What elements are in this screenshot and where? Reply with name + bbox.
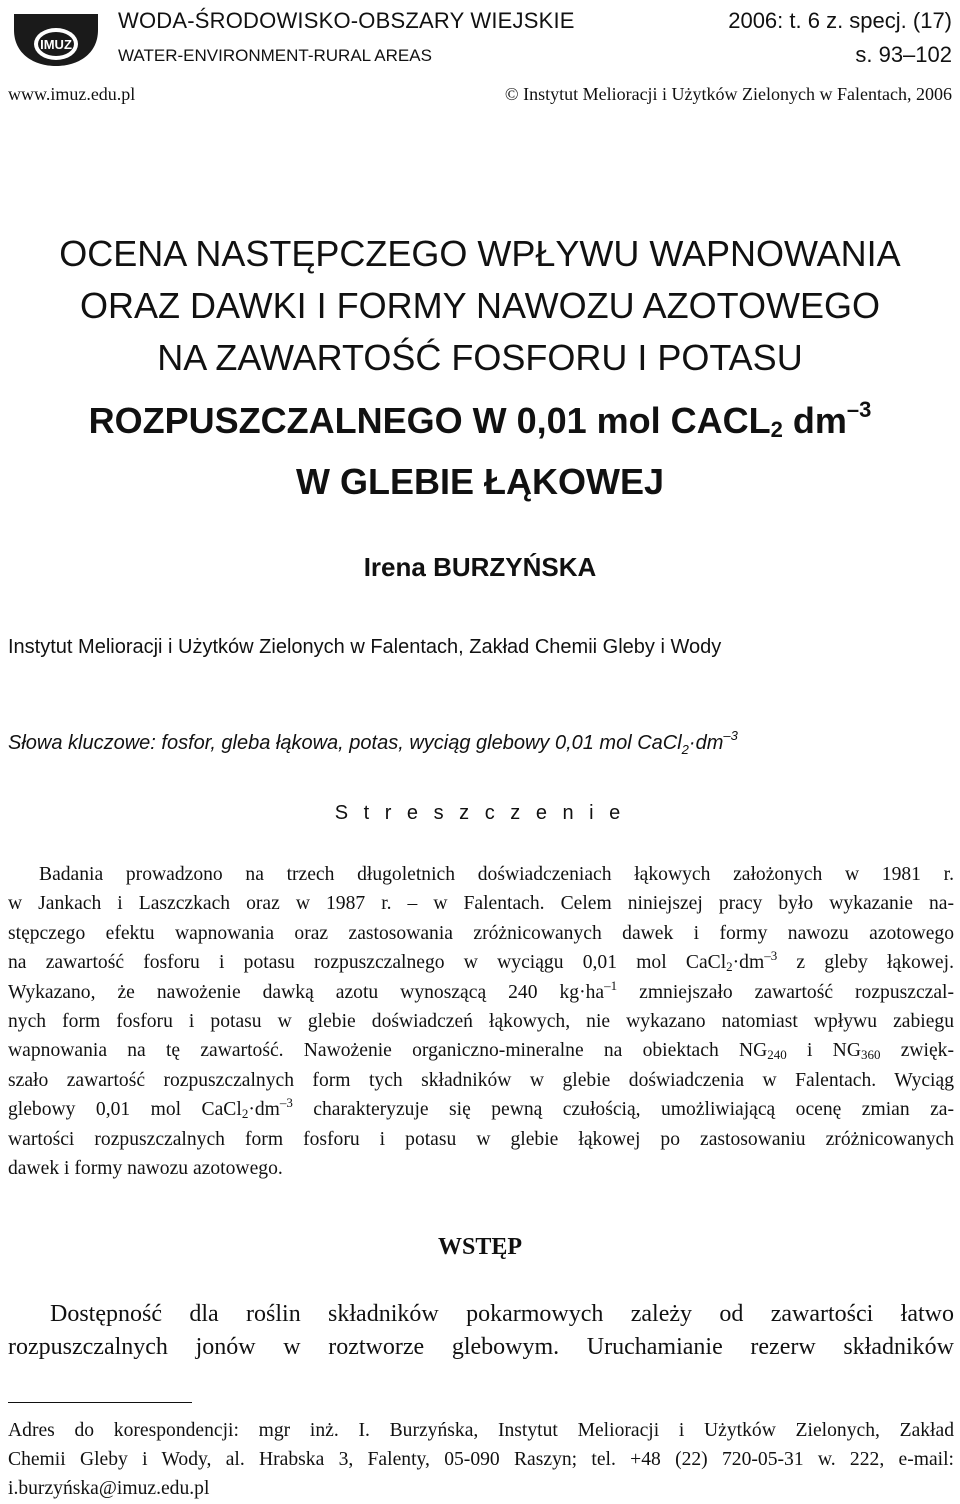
abstract-line: nych form fosforu i potasu w glebie doświadczeń łąkowych, nie wykazano natomiast wpływu zabiegu — [8, 1011, 954, 1033]
correspondence-footnote — [8, 1416, 954, 1503]
abstract-line: szało zawartość rozpuszczalnych form tych składników w glebie doświadczenia w Falentach. Wyciąg — [8, 1069, 954, 1091]
author-name: Irena BURZYŃSKA — [363, 552, 597, 582]
svg-text:IMUZ: IMUZ — [40, 37, 72, 52]
footnote-line: Chemii Gleby i Wody, al. Hrabska 3, Falenty, 05-090 Raszyn; tel. +48 (22) 720-05-31 w. 222, e-mail: — [8, 1449, 954, 1470]
title-line-3: NA ZAWARTOŚĆ FOSFORU I POTASU — [157, 337, 803, 378]
abstract-heading: S t r e s z c z e n i e — [334, 802, 626, 824]
issue-info: 2006: t. 6 z. specj. (17) — [728, 8, 952, 33]
journal-title-pl: WODA-ŚRODOWISKO-OBSZARY WIEJSKIE — [118, 8, 575, 33]
keywords: Słowa kluczowe: fosfor, gleba łąkowa, potas, wyciąg glebowy 0,01 mol $CaCl_2\cdot dm^{-3}$ — [8, 728, 738, 757]
abstract-line: Wykazano, że nawożenie dawką azotu wynoszącą 240 $kg\cdot ha^{-1}$ zmniejszało zawartość rozpuszczal- — [8, 977, 954, 1003]
abstract-line: w Jankach i Laszczkach oraz w 1987 r. – w Falentach. Celem niniejszej pracy było wykazanie na- — [8, 893, 954, 915]
abstract-line: stępczego efektu wapnowania oraz zastosowania zróżnicowanych dawek i formy nawozu azotowego — [8, 922, 954, 944]
abstract-line: wapnowania na tę zawartość. Nawożenie organiczno-mineralne na obiektach $NG_{240}$ i $NG_{360}$ zwięk- — [8, 1040, 954, 1063]
title-line-1: OCENA NASTĘPCZEGO WPŁYWU WAPNOWANIA — [59, 233, 901, 274]
title-line-2: ORAZ DAWKI I FORMY NAWOZU AZOTOWEGO — [79, 285, 880, 326]
intro-text — [8, 1298, 954, 1364]
footnote-email[interactable]: i.burzyńska@imuz.edu.pl — [8, 1478, 210, 1499]
institute-logo — [10, 8, 102, 68]
abstract-line: dawek i formy nawozu azotowego. — [8, 1158, 283, 1180]
section-heading-intro: WSTĘP — [437, 1234, 523, 1260]
abstract-text — [8, 860, 954, 1183]
abstract-line: na zawartość fosforu i potasu rozpuszczalnego w wyciągu 0,01 mol $CaCl_2\cdot dm^{-3}$ z gleby łąkowej. — [8, 948, 954, 975]
abstract-line: Badania prowadzono na trzech długoletnich doświadczeniach łąkowych założonych w 1981 r. — [39, 864, 954, 885]
intro-line: rozpuszczalnych jonów w roztworze glebowym. Uruchamianie rezerw składników — [8, 1334, 954, 1360]
title-line-5: W GLEBIE ŁĄKOWEJ — [296, 461, 664, 502]
copyright-notice: © Instytut Melioracji i Użytków Zielonych w Falentach, 2006 — [504, 84, 952, 104]
website-link[interactable]: www.imuz.edu.pl — [8, 84, 136, 104]
journal-title-en: WATER-ENVIRONMENT-RURAL AREAS — [118, 46, 432, 65]
abstract-line: wartości rozpuszczalnych form fosforu i potasu w glebie łąkowej po zastosowaniu zróżnicowanych — [8, 1128, 954, 1150]
intro-line: Dostępność dla roślin składników pokarmowych zależy od zawartości łatwo — [50, 1301, 954, 1327]
abstract-line: glebowy 0,01 mol $CaCl_2\cdot dm^{-3}$ charakteryzuje się pewną czułością, umożliwiającą ocenę zmian za- — [8, 1095, 954, 1122]
paper-title — [0, 228, 960, 508]
author-affiliation: Instytut Melioracji i Użytków Zielonych w Falentach, Zakład Chemii Gleby i Wody — [8, 636, 722, 658]
footnote-divider — [8, 1402, 192, 1403]
footnote-line: Adres do korespondencji: mgr inż. I. Burzyńska, Instytut Melioracji i Użytków Zielonych, Zakład — [8, 1420, 954, 1441]
page-range: s. 93–102 — [855, 42, 952, 67]
title-line-4: ROZPUSZCZALNEGO W 0,01 mol $CACL_2$ $dm^{-3}$ — [88, 397, 872, 442]
